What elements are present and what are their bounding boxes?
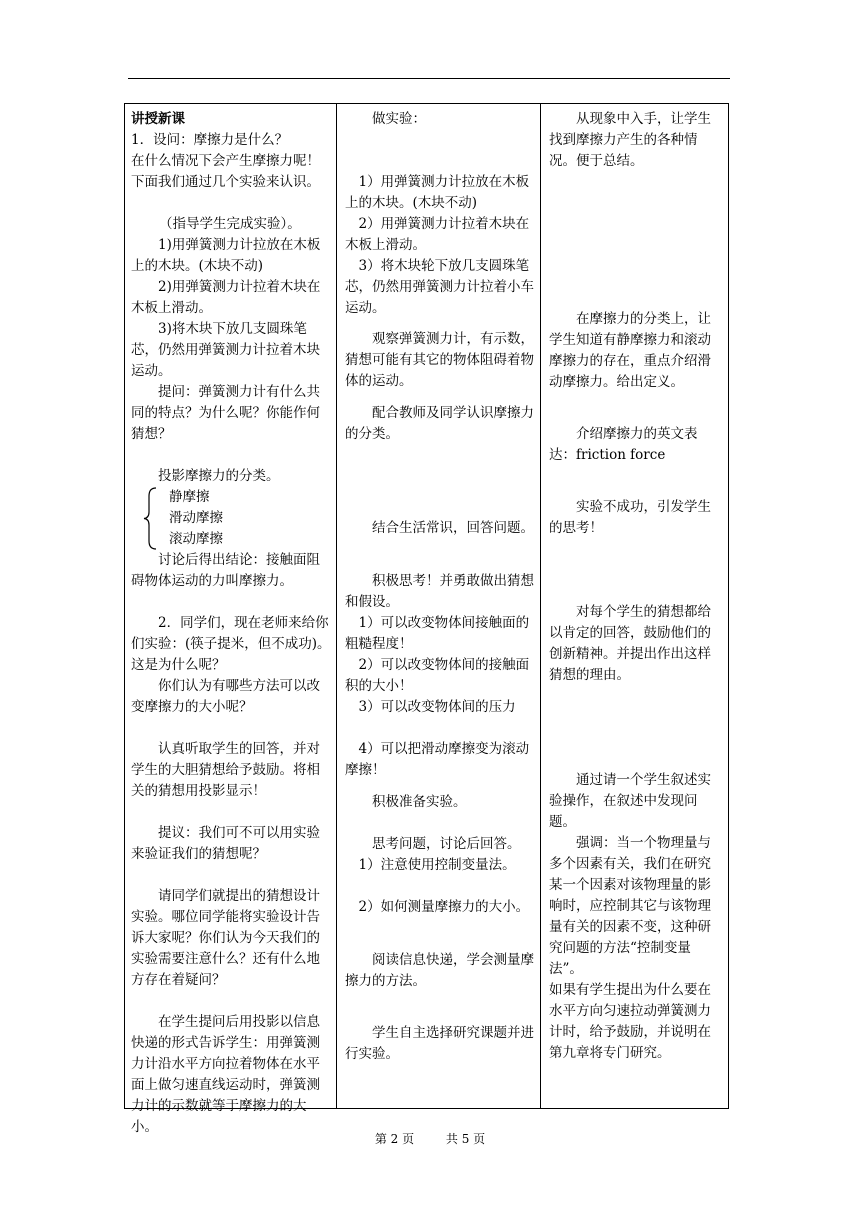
info-express: 在学生提问后用投影以信息快递的形式告诉学生：用弹簧测力计沿水平方向拉着物体在水平面上做匀速直线运动时，弹簧测力计的示数就等于摩擦力的大小。 [131, 1014, 320, 1135]
rationale-7: 强调：当一个物理量与多个因素有关，我们在研究某一个因素对该物理量的影响时，应控制其它与该物理量有关的因素不变，这种研究问题的方法“控制变量法”。 [549, 835, 711, 977]
answer-1: 1）注意使用控制变量法。 [358, 857, 516, 873]
design-intent-column [541, 104, 728, 1108]
guess-2: 2）可以改变物体间的接触面积的大小！ [345, 657, 530, 694]
answer-note: 思考问题，讨论后回答。 [372, 836, 521, 852]
read-note: 阅读信息快递，学会测量摩擦力的方法。 [345, 952, 534, 989]
friction-type-item: 静摩擦 [169, 489, 210, 505]
design-prompt: 请同学们就提出的猜想设计实验。哪位同学能将实验设计告诉大家呢？你们认为今天我们的实验需要注意什么？还有什么地方存在着疑问？ [131, 888, 320, 988]
section-heading: 讲授新课 [131, 111, 185, 127]
guess-1: 1）可以改变物体间接触面的粗糙程度！ [345, 615, 530, 652]
do-experiment: 做实验： [372, 111, 426, 127]
choose-note: 学生自主选择研究课题并进行实验。 [345, 1025, 534, 1062]
suggestion: 提议：我们可不可以用实验来验证我们的猜想呢？ [131, 825, 320, 862]
rationale-6: 通过请一个学生叙述实验操作，在叙述中发现问题。 [549, 772, 711, 830]
guide-text: （指导学生完成实验）。 [159, 216, 301, 232]
header-rule [128, 78, 730, 79]
rationale-2: 在摩擦力的分类上，让学生知道有静摩擦力和滚动摩擦力的存在，重点介绍滑动摩擦力。给出定义。 [549, 311, 711, 390]
question-prompt: 提问：弹簧测力计有什么共同的特点？为什么呢？你能作何猜想？ [131, 384, 320, 442]
think-note: 积极思考！并勇敢做出猜想和假设。 [345, 573, 534, 610]
observe-note: 观察弹簧测力计，有示数，猜想可能有其它的物体阻碍着物体的运动。 [345, 331, 534, 389]
rationale-5: 对每个学生的猜想都给以肯定的回答，鼓励他们的创新精神。并提出作出这样猜想的理由。 [549, 604, 711, 683]
cooperate-note: 配合教师及同学认识摩擦力的分类。 [345, 405, 534, 442]
experiment-1: 1)用弹簧测力计拉放在木板上的木块。(木块不动) [131, 237, 321, 274]
guess-3: 3）可以改变物体间的压力 [358, 699, 516, 715]
rationale-4: 实验不成功，引发学生的思考！ [549, 499, 711, 536]
lesson-plan-table [124, 103, 729, 1135]
student-experiment-1: 1）用弹簧测力计拉放在木板上的木块。(木块不动) [345, 174, 530, 211]
student-experiment-2: 2）用弹簧测力计拉着木块在木板上滑动。 [345, 216, 530, 253]
answer-2: 2）如何测量摩擦力的大小。 [358, 899, 530, 915]
rationale-1: 从现象中入手，让学生找到摩擦力产生的各种情况。便于总结。 [549, 111, 711, 169]
experiment-2: 2)用弹簧测力计拉着木块在木板上滑动。 [131, 279, 321, 316]
curly-brace-icon [143, 487, 157, 550]
rationale-3: 介绍摩擦力的英文表达：friction force [549, 426, 698, 463]
question-1-text: 在什么情况下会产生摩擦力呢！下面我们通过几个实验来认识。 [131, 153, 320, 190]
teacher-activity-column [125, 104, 337, 1135]
rationale-8: 如果有学生提出为什么要在水平方向匀速拉动弹簧测力计时，给予鼓励，并说明在第九章将专门研究。 [549, 982, 711, 1061]
projection-note: 投影摩擦力的分类。 [158, 468, 280, 484]
experiment-3: 3)将木块下放几支圆珠笔芯，仍然用弹簧测力计拉着木块运动。 [131, 321, 320, 379]
page-number: 第 2 页 [374, 1132, 415, 1146]
life-note: 结合生活常识，回答问题。 [372, 520, 534, 536]
question-2: 2．同学们，现在老师来给你们实验：(筷子提米，但不成功)。这是为什么呢？ [131, 615, 331, 673]
student-activity-column [337, 104, 541, 1108]
conclusion: 讨论后得出结论：接触面阻碍物体运动的力叫摩擦力。 [131, 552, 320, 589]
friction-type-item: 滑动摩擦 [169, 510, 223, 526]
listen-note: 认真听取学生的回答，并对学生的大胆猜想给予鼓励。将相关的猜想用投影显示！ [131, 741, 320, 799]
friction-type-item: 滚动摩擦 [169, 531, 223, 547]
student-experiment-3: 3）将木块轮下放几支圆珠笔芯，仍然用弹簧测力计拉着小车运动。 [345, 258, 534, 316]
prepare-note: 积极准备实验。 [372, 794, 467, 810]
guess-4: 4）可以把滑动摩擦变为滚动摩擦！ [345, 741, 530, 778]
page-total: 共 5 页 [445, 1132, 486, 1146]
page-footer [0, 1130, 860, 1147]
question-1: 1．设问：摩擦力是什么？ [131, 132, 289, 148]
question-3: 你们认为有哪些方法可以改变摩擦力的大小呢？ [131, 678, 320, 715]
